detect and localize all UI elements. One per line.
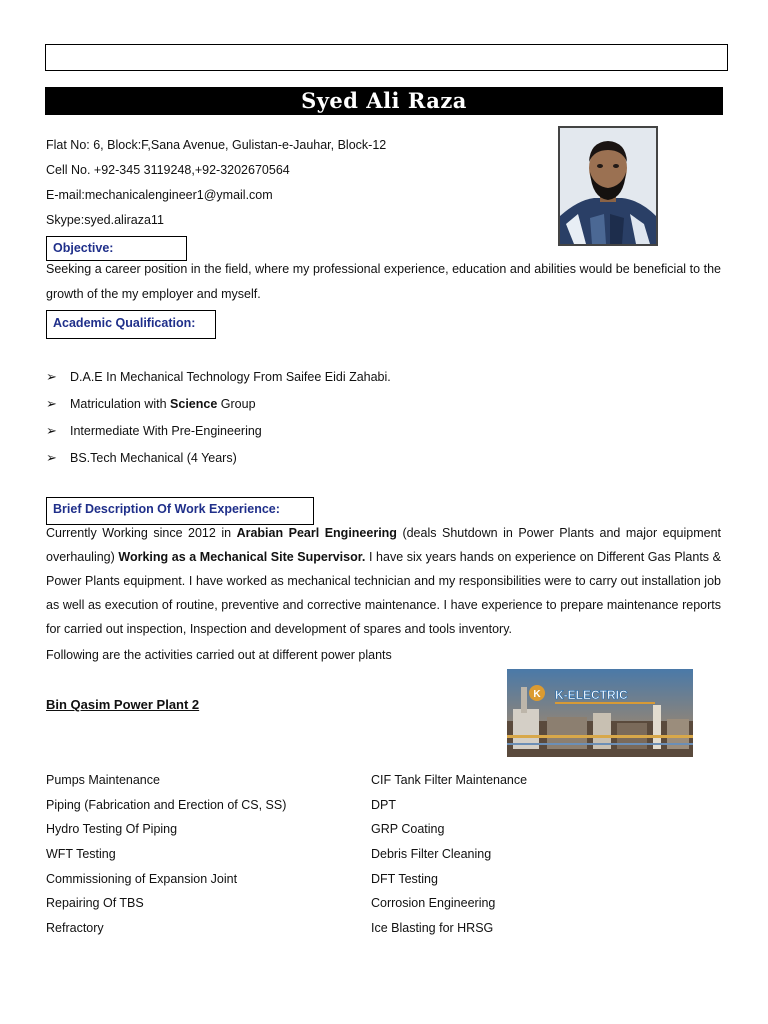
list-item: WFT Testing	[46, 847, 116, 862]
academic-item-text-bold: Science	[170, 396, 218, 411]
arrow-bullet-icon: ➢	[46, 368, 57, 384]
list-item: Repairing Of TBS	[46, 896, 144, 911]
list-item: Hydro Testing Of Piping	[46, 822, 178, 837]
academic-item	[46, 363, 391, 390]
list-item: DPT	[371, 797, 396, 812]
company-name: Arabian Pearl Engineering	[236, 526, 397, 540]
job-title: Working as a Mechanical Site Supervisor.	[118, 550, 366, 564]
profile-photo-illustration	[560, 128, 656, 244]
list-item: GRP Coating	[371, 822, 445, 837]
k-electric-logo-text: K-ELECTRIC	[555, 688, 628, 702]
list-item: Debris Filter Cleaning	[371, 847, 492, 862]
experience-text-1: Currently Working since 2012 in	[46, 526, 237, 540]
experience-text-3: I have six years hands on experience on Different Gas Plants & Power Plants equipment. I have worked as mechanical technician and my responsibilities were to carry out installation job as well as execution of routine, preventive and corrective maintenance. I have experience to prepare maintenance reports for carried out inspection, Inspection and development of spares and tools inventory.	[46, 550, 721, 636]
activities-intro: Following are the activities carried out at different power plants	[46, 648, 392, 662]
academic-item-text: D.A.E In Mechanical Technology From Saifee Eidi Zahabi.	[70, 369, 391, 384]
objective-heading: Objective:	[46, 236, 187, 261]
cell-line: Cell No. +92-345 3119248,+92-3202670564	[46, 163, 290, 177]
objective-text: Seeking a career position in the field, where my professional experience, education and abilities would be beneficial to the growth of the my employer and myself.	[46, 262, 721, 301]
academic-item-text	[70, 393, 256, 415]
experience-text-2: (deals Shutdown in Power Plants and major equipment overhauling)	[46, 526, 721, 564]
academic-item-text-post: Group	[217, 396, 256, 411]
list-item: Corrosion Engineering	[371, 896, 496, 911]
arrow-bullet-icon: ➢	[46, 449, 57, 465]
activities-right-column	[371, 769, 527, 942]
experience-heading: Brief Description Of Work Experience:	[46, 497, 314, 525]
academic-item-text-pre: Matriculation with	[70, 396, 171, 411]
k-electric-plant-illustration	[507, 669, 693, 757]
academic-item-text: Intermediate With Pre-Engineering	[70, 423, 262, 438]
academic-item	[46, 444, 391, 471]
email-line: E-mail:mechanicalengineer1@ymail.com	[46, 188, 273, 202]
academic-item	[46, 390, 391, 417]
experience-paragraph	[46, 521, 721, 641]
top-empty-box	[45, 44, 728, 71]
academic-item	[46, 417, 391, 444]
k-electric-plant-image	[507, 669, 693, 757]
list-item: Ice Blasting for HRSG	[371, 921, 494, 936]
arrow-bullet-icon: ➢	[46, 395, 57, 411]
list-item: Refractory	[46, 921, 104, 936]
svg-text:K: K	[533, 689, 541, 700]
list-item: Piping (Fabrication and Erection of CS, SS)	[46, 797, 287, 812]
skype-line: Skype:syed.aliraza11	[46, 213, 164, 227]
name-banner: Syed Ali Raza	[45, 87, 723, 115]
academic-list	[46, 363, 391, 471]
academic-heading: Academic Qualification:	[46, 310, 216, 339]
list-item: Pumps Maintenance	[46, 773, 160, 787]
list-item: Commissioning of Expansion Joint	[46, 871, 238, 886]
academic-item-text: BS.Tech Mechanical (4 Years)	[70, 450, 237, 465]
activities-left-column	[46, 769, 286, 942]
plant-title: Bin Qasim Power Plant 2	[46, 697, 200, 712]
profile-photo	[558, 126, 658, 246]
list-item: CIF Tank Filter Maintenance	[371, 773, 528, 787]
address-line: Flat No: 6, Block:F,Sana Avenue, Gulistan-e-Jauhar, Block-12	[46, 138, 387, 152]
list-item: DFT Testing	[371, 871, 438, 886]
arrow-bullet-icon: ➢	[46, 422, 57, 438]
